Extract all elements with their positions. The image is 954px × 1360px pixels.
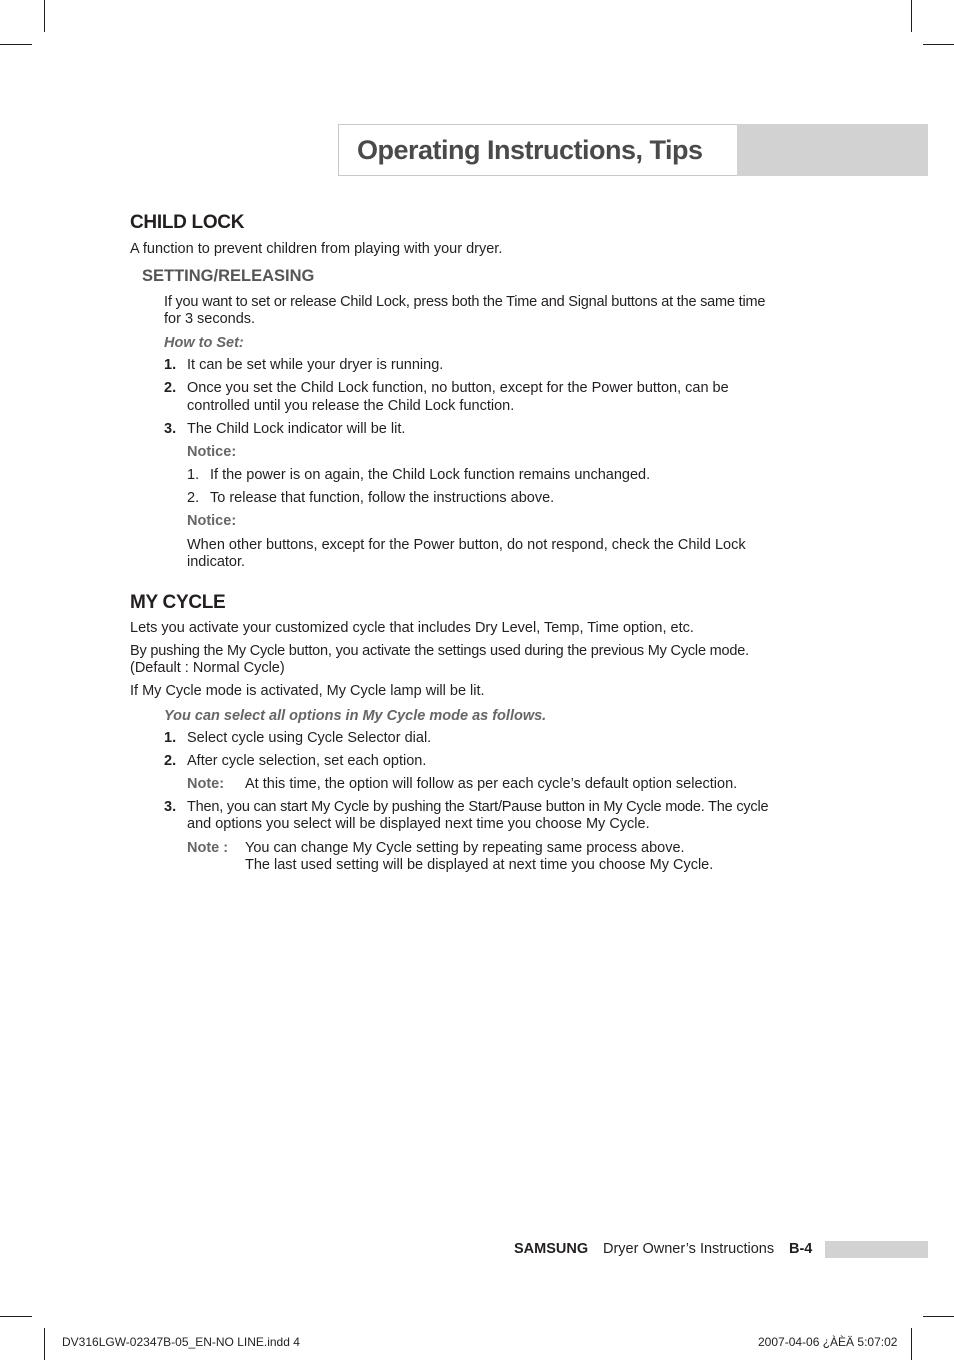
page-title-box [338,124,739,176]
note-text-cont: The last used setting will be displayed at next time you choose My Cycle. [245,857,714,873]
my-cycle-heading: MY CYCLE [130,592,226,613]
step-number: 1. [164,357,177,373]
child-lock-heading: CHILD LOCK [130,212,245,233]
footer-page-number: B-4 [789,1241,813,1257]
slug-filename: DV316LGW-02347B-05_EN-NO LINE.indd 4 [62,1335,300,1349]
crop-mark [44,0,45,32]
step-text: Then, you can start My Cycle by pushing the Start/Pause button in My Cycle mode. The cycle [187,799,769,815]
footer-doc-title: Dryer Owner’s Instructions [603,1241,775,1257]
step-text: Select cycle using Cycle Selector dial. [187,730,432,746]
my-cycle-subheading: You can select all options in My Cycle mode as follows. [164,708,547,724]
crop-mark [911,1328,912,1360]
step-number: 2. [164,380,177,396]
notice-item-text: If the power is on again, the Child Lock function remains unchanged. [210,467,651,483]
notice-item-number: 2. [187,490,200,506]
notice-item-text: To release that function, follow the instructions above. [210,490,555,506]
notice-label: Notice: [187,513,237,529]
how-to-set-label: How to Set: [164,335,244,351]
step-text-cont: controlled until you release the Child Lock function. [187,398,515,414]
step-text-cont: and options you select will be displayed next time you choose My Cycle. [187,816,650,832]
step-text: It can be set while your dryer is running. [187,357,444,373]
notice-text: When other buttons, except for the Power button, do not respond, check the Child Lock [187,537,746,553]
setting-releasing-heading: SETTING/RELEASING [142,267,315,285]
my-cycle-paragraph: Lets you activate your customized cycle that includes Dry Level, Temp, Time option, etc. [130,620,694,636]
note-text: You can change My Cycle setting by repeating same process above. [245,840,685,856]
footer-brand: SAMSUNG [514,1241,589,1257]
step-number: 1. [164,730,177,746]
step-number: 3. [164,799,177,815]
crop-mark [911,0,912,32]
notice-text-cont: indicator. [187,554,246,570]
step-text: After cycle selection, set each option. [187,753,427,769]
step-number: 3. [164,421,177,437]
note-text: At this time, the option will follow as per each cycle’s default option selection. [245,776,738,792]
footer-bar-accent [825,1241,928,1258]
step-text: The Child Lock indicator will be lit. [187,421,406,437]
child-lock-desc: If you want to set or release Child Lock, press both the Time and Signal buttons at the same time [164,294,766,310]
crop-mark [923,44,954,45]
note-label: Note: [187,776,225,792]
crop-mark [44,1328,45,1360]
crop-mark [923,1316,954,1317]
notice-item-number: 1. [187,467,200,483]
page-title: Operating Instructions, Tips [357,135,703,165]
note-label: Note : [187,840,229,856]
title-bar-accent [737,124,928,176]
slug-timestamp: 2007-04-06 ¿ÀÈÄ 5:07:02 [758,1335,898,1349]
crop-mark [0,44,32,45]
step-text: Once you set the Child Lock function, no button, except for the Power button, can be [187,380,729,396]
notice-label: Notice: [187,444,237,460]
child-lock-intro: A function to prevent children from playing with your dryer. [130,241,503,257]
my-cycle-paragraph: If My Cycle mode is activated, My Cycle lamp will be lit. [130,683,485,699]
crop-mark [0,1316,32,1317]
child-lock-desc-cont: for 3 seconds. [164,311,256,327]
my-cycle-paragraph: By pushing the My Cycle button, you activate the settings used during the previous My Cycle mode. [130,643,749,659]
step-number: 2. [164,753,177,769]
my-cycle-paragraph-cont: (Default : Normal Cycle) [130,660,285,676]
